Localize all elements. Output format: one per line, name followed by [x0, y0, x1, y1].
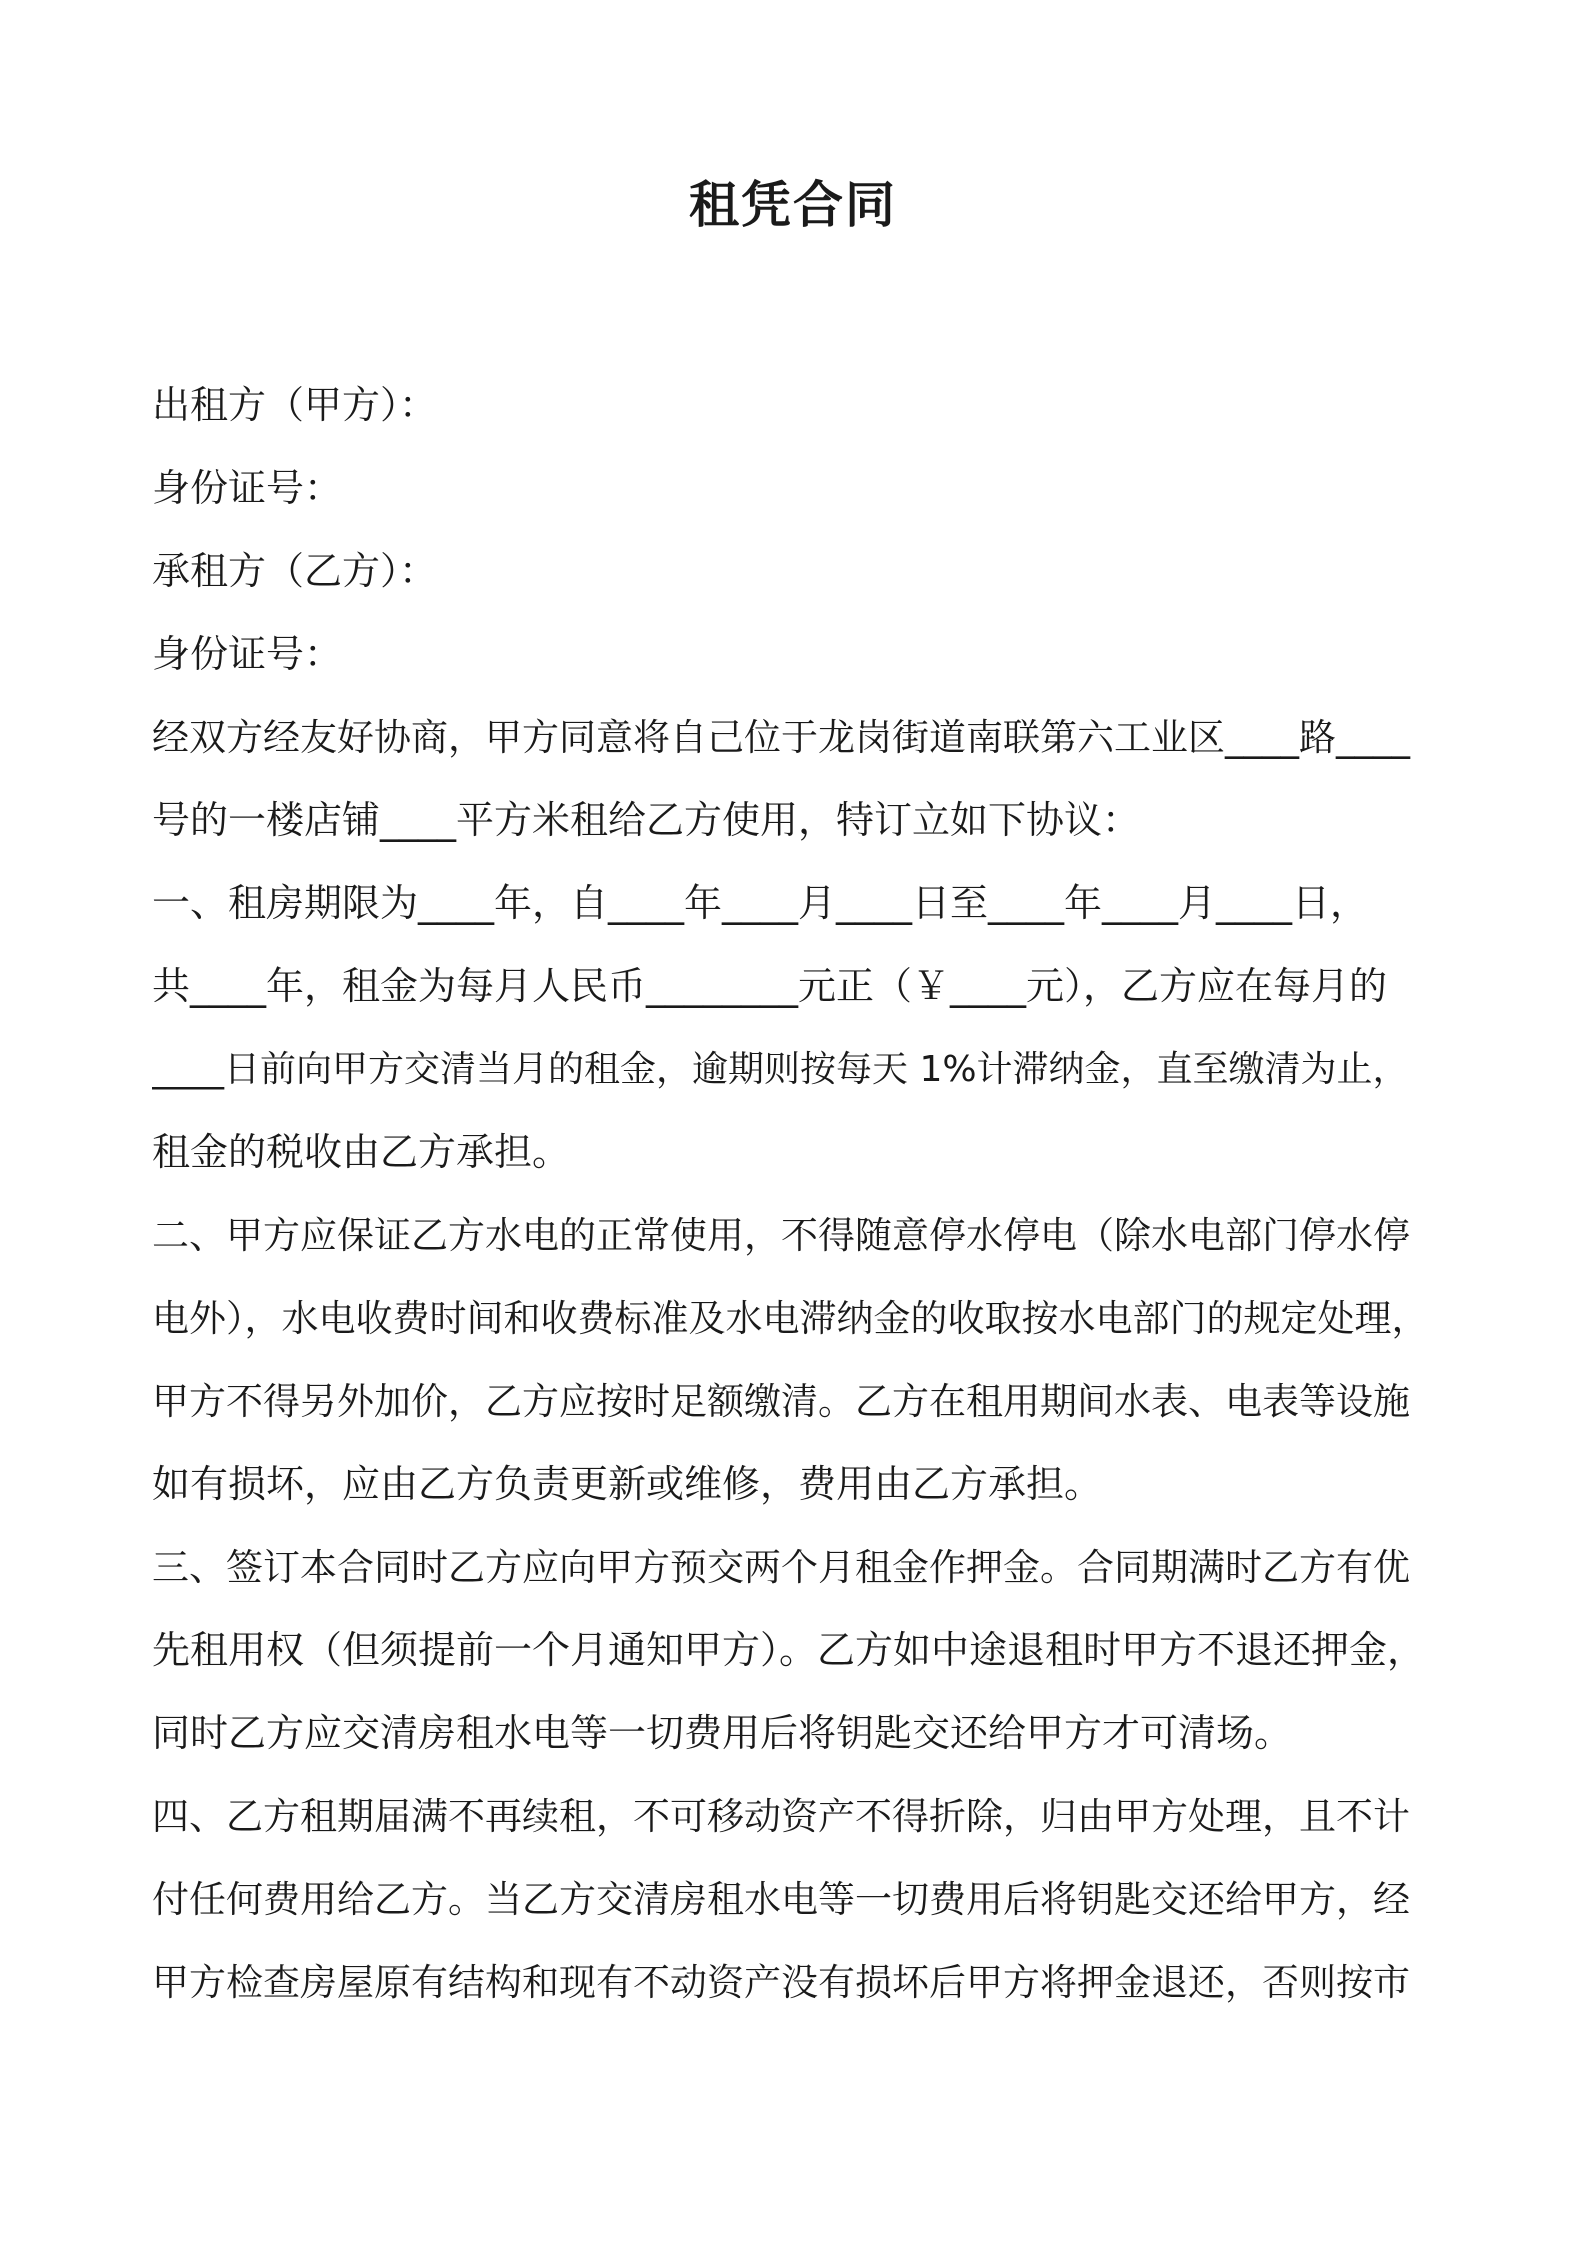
- clause-1-line: 共____年，租金为每月人民币________元正（￥____元），乙方应在每月的: [152, 964, 1388, 1008]
- document-body: [152, 364, 1442, 2024]
- landlord-label: 出租方（甲方）：: [152, 383, 438, 427]
- clause-1-line: 一、租房期限为____年，自____年____月____日至____年____月____日，: [152, 881, 1369, 925]
- clause-3-line: 三、签订本合同时乙方应向甲方预交两个月租金作押金。合同期满时乙方有优: [152, 1546, 1410, 1589]
- paragraph-line: 号的一楼店铺____平方米租给乙方使用，特订立如下协议：: [152, 798, 1141, 842]
- paragraph-line: 经双方经友好协商，甲方同意将自己位于龙岗街道南联第六工业区____路____: [152, 716, 1410, 759]
- clause-2-line: 电外），水电收费时间和收费标准及水电滞纳金的收取按水电部门的规定处理，: [152, 1297, 1429, 1340]
- landlord-id-label: 身份证号：: [152, 466, 343, 510]
- tenant-label: 承租方（乙方）：: [152, 549, 438, 593]
- clause-2-line: 甲方不得另外加价，乙方应按时足额缴清。乙方在租用期间水表、电表等设施: [152, 1380, 1410, 1423]
- clause-3-line: 先租用权（但须提前一个月通知甲方）。乙方如中途退租时甲方不退还押金，: [152, 1628, 1426, 1672]
- tenant-id-label: 身份证号：: [152, 632, 343, 676]
- clause-4-line: 付任何费用给乙方。当乙方交清房租水电等一切费用后将钥匙交还给甲方，经: [152, 1878, 1410, 1921]
- document-title: 租凭合同: [689, 176, 897, 234]
- clause-1-line: ____日前向甲方交清当月的租金，逾期则按每天 1%计滞纳金，直至缴清为止，: [152, 1049, 1409, 1090]
- clause-2-line: 二、甲方应保证乙方水电的正常使用，不得随意停水停电（除水电部门停水停: [152, 1214, 1410, 1257]
- clause-3-line: 同时乙方应交清房租水电等一切费用后将钥匙交还给甲方才可清场。: [152, 1711, 1293, 1755]
- clause-2-line: 如有损坏，应由乙方负责更新或维修，费用由乙方承担。: [152, 1462, 1103, 1506]
- clause-1-line: 租金的税收由乙方承担。: [152, 1130, 571, 1174]
- clause-4-line: 四、乙方租期届满不再续租，不可移动资产不得折除，归由甲方处理，且不计: [152, 1795, 1410, 1838]
- clause-4-line: 甲方检查房屋原有结构和现有不动资产没有损坏后甲方将押金退还，否则按市: [152, 1961, 1410, 2004]
